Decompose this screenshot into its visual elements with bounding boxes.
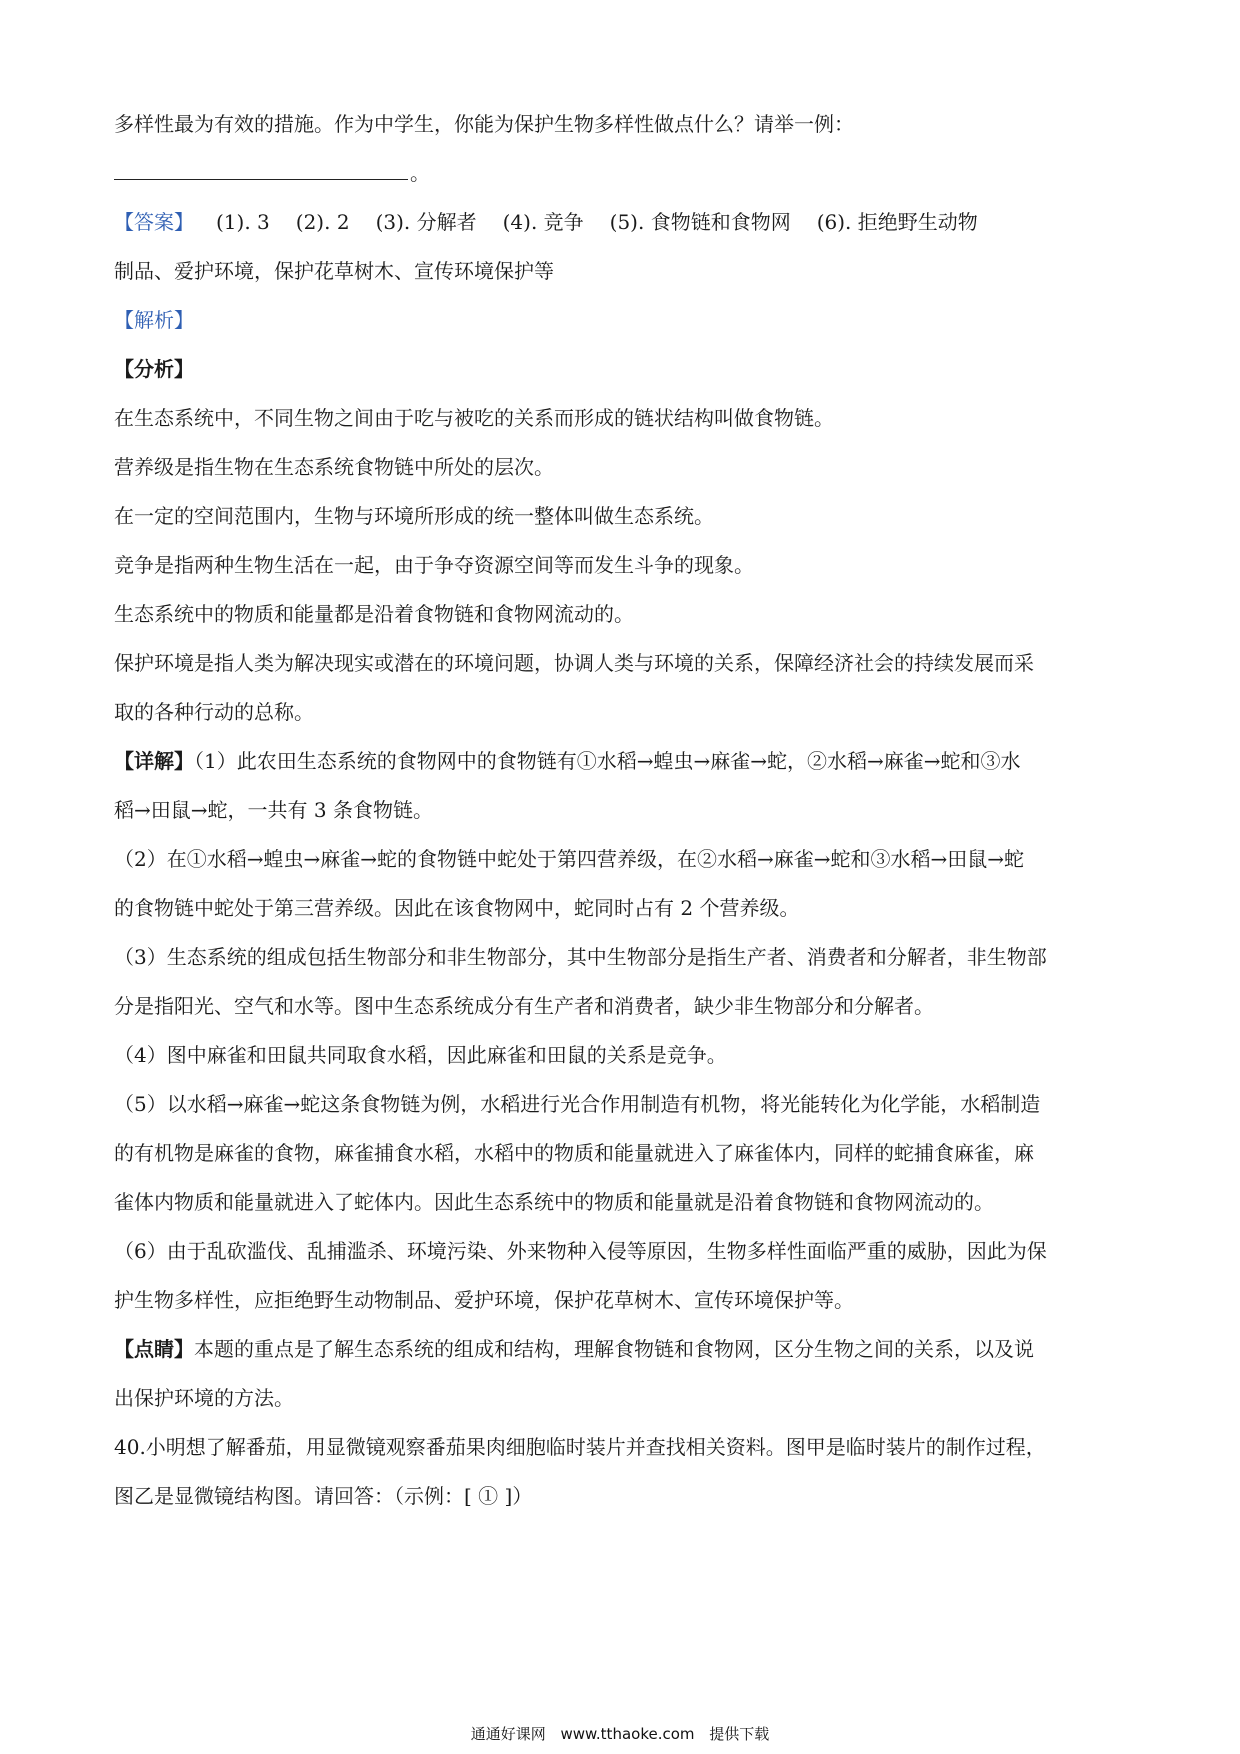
answer-blank-line (114, 149, 1134, 198)
answer-blank (114, 159, 408, 180)
answer-item-3: (3). 分解者 (375, 210, 477, 234)
answer-item-5: (5). 食物链和食物网 (609, 210, 791, 234)
detail-line: 的有机物是麻雀的食物，麻雀捕食水稻，水稻中的物质和能量就进入了麻雀体内，同样的蛇捕食麻雀，麻 (114, 1141, 1034, 1165)
detail-line: （2）在①水稻→蝗虫→麻雀→蛇的食物链中蛇处于第四营养级，在②水稻→麻雀→蛇和③水稻→田鼠→蛇 (114, 847, 1025, 871)
detail-line: 护生物多样性，应拒绝野生动物制品、爱护环境，保护花草树木、宣传环境保护等。 (114, 1288, 854, 1312)
footer-download-text: 提供下载 (709, 1725, 770, 1743)
detail-line: （6）由于乱砍滥伐、乱捕滥杀、环境污染、外来物种入侵等原因，生物多样性面临严重的威胁，因此为保 (114, 1239, 1047, 1263)
analysis-line: 竞争是指两种生物生活在一起，由于争夺资源空间等而发生斗争的现象。 (114, 553, 754, 577)
answer-tag: 【答案】 (114, 210, 194, 234)
analysis-line: 在一定的空间范围内，生物与环境所形成的统一整体叫做生态系统。 (114, 504, 714, 528)
point-text: 本题的重点是了解生态系统的组成和结构，理解食物链和食物网，区分生物之间的关系，以及说 (194, 1337, 1034, 1361)
detail-tag: 【详解】 (114, 749, 194, 773)
detail-line: 雀体内物质和能量就进入了蛇体内。因此生态系统中的物质和能量就是沿着食物链和食物网流动的。 (114, 1190, 994, 1214)
analysis-line: 生态系统中的物质和能量都是沿着食物链和食物网流动的。 (114, 602, 634, 626)
answer-item-6: (6). 拒绝野生动物 (816, 210, 978, 234)
page-footer (0, 1723, 1240, 1744)
detail-line: （3）生态系统的组成包括生物部分和非生物部分，其中生物部分是指生产者、消费者和分解者，非生物部 (114, 945, 1047, 969)
answer-continuation: 制品、爱护环境，保护花草树木、宣传环境保护等 (114, 259, 554, 283)
point-line (114, 1325, 1134, 1374)
detail-line: 稻→田鼠→蛇，一共有 3 条食物链。 (114, 798, 433, 822)
analysis-line: 营养级是指生物在生态系统食物链中所处的层次。 (114, 455, 554, 479)
blank-tail: 。 (410, 161, 430, 185)
detail-line: （5）以水稻→麻雀→蛇这条食物链为例，水稻进行光合作用制造有机物，将光能转化为化学能，水稻制造 (114, 1092, 1041, 1116)
point-tag: 【点睛】 (114, 1337, 194, 1361)
question-40-line: 图乙是显微镜结构图。请回答：（示例：[ ① ]） (114, 1484, 533, 1508)
page-content (114, 100, 1134, 1521)
footer-site-name: 通通好课网 (470, 1725, 546, 1743)
footer-url[interactable]: www.tthaoke.com (560, 1725, 695, 1743)
answer-line (114, 198, 1134, 247)
detail-line (114, 737, 1134, 786)
text-line: 多样性最为有效的措施。作为中学生，你能为保护生物多样性做点什么？请举一例： (114, 112, 854, 136)
detail-line: （4）图中麻雀和田鼠共同取食水稻，因此麻雀和田鼠的关系是竞争。 (114, 1043, 727, 1067)
detail-text: （1）此农田生态系统的食物网中的食物链有①水稻→蝗虫→麻雀→蛇，②水稻→麻雀→蛇和③水 (194, 749, 1021, 773)
point-line: 出保护环境的方法。 (114, 1386, 294, 1410)
question-40-line: 40.小明想了解番茄，用显微镜观察番茄果肉细胞临时装片并查找相关资料。图甲是临时装片的制作过程， (114, 1435, 1046, 1459)
answer-item-4: (4). 竞争 (502, 210, 584, 234)
fenxi-tag: 【分析】 (114, 357, 194, 381)
analysis-line: 取的各种行动的总称。 (114, 700, 314, 724)
answer-item-2: (2). 2 (295, 210, 350, 234)
answer-item-1: (1). 3 (216, 210, 270, 234)
detail-line: 分是指阳光、空气和水等。图中生态系统成分有生产者和消费者，缺少非生物部分和分解者。 (114, 994, 934, 1018)
analysis-line: 在生态系统中，不同生物之间由于吃与被吃的关系而形成的链状结构叫做食物链。 (114, 406, 834, 430)
analysis-line: 保护环境是指人类为解决现实或潜在的环境问题，协调人类与环境的关系，保障经济社会的持续发展而采 (114, 651, 1034, 675)
analysis-tag: 【解析】 (114, 308, 194, 332)
detail-line: 的食物链中蛇处于第三营养级。因此在该食物网中，蛇同时占有 2 个营养级。 (114, 896, 800, 920)
